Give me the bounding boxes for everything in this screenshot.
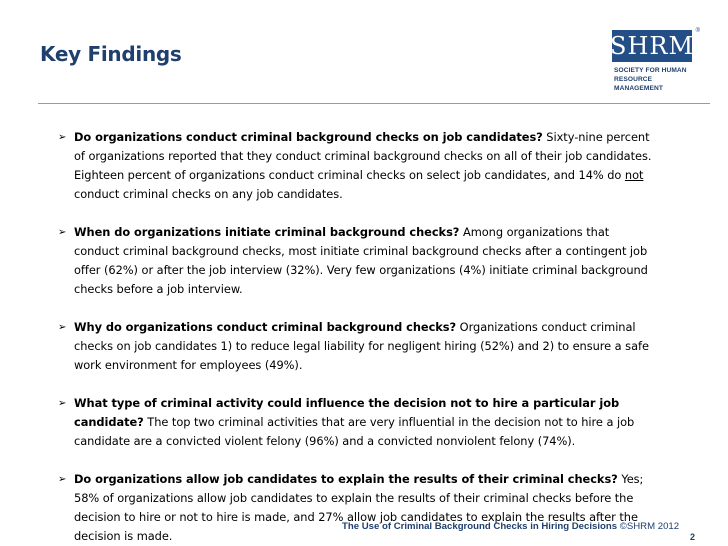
finding-answer: Sixty-nine percent of organizations reported that they conduct criminal background checks on all of their job candidates. Eighteen percent of organizations conduct criminal checks on select job candidates, and 14% do — [74, 130, 652, 182]
finding-question: What type of criminal activity could influence the decision not to hire a particular job candidate? — [74, 396, 620, 429]
finding-question: Why do organizations conduct criminal background checks? — [74, 320, 457, 334]
page-title: Key Findings — [40, 42, 182, 66]
finding-item — [58, 318, 658, 375]
finding-item — [58, 223, 658, 299]
finding-question: When do organizations initiate criminal background checks? — [74, 225, 460, 239]
finding-answer-end: conduct criminal checks on any job candidates. — [74, 187, 343, 201]
registered-mark: ® — [695, 28, 700, 34]
footer-title: The Use of Criminal Background Checks in Hiring Decisions — [342, 521, 618, 532]
footer-copyright: ©SHRM 2012 — [617, 521, 680, 532]
finding-answer: Among organizations that conduct criminal background checks, most initiate criminal background checks after a contingent job offer (62%) or after the job interview (32%). Very few organizations (4%) initiate criminal background checks before a job interview. — [74, 225, 648, 296]
finding-item — [58, 128, 658, 204]
arrow-bullet-icon: ➢ — [58, 227, 67, 238]
logo-subtitle-line-2: RESOURCE MANAGEMENT — [614, 76, 663, 92]
footer — [342, 521, 679, 532]
finding-answer: Organizations conduct criminal checks on job candidates 1) to reduce legal liability for negligent hiring (52%) and 2) to ensure a safe work environment for employees (49%). — [74, 320, 649, 372]
finding-answer: The top two criminal activities that are very influential in the decision not to hire a job candidate are a convicted violent felony (96%) and a convicted nonviolent felony (74%). — [74, 415, 635, 448]
arrow-bullet-icon: ➢ — [58, 322, 67, 333]
shrm-logo — [610, 28, 700, 92]
page-number: 2 — [690, 532, 696, 542]
finding-answer: Yes; 58% of organizations allow job candidates to explain the results of their criminal checks before the decision to hire or not to hire is made, and 27% allow job candidates to explain the results after the decision is made. — [74, 472, 644, 543]
finding-question: Do organizations conduct criminal background checks on job candidates? — [74, 130, 543, 144]
finding-item — [58, 470, 658, 546]
finding-item — [58, 394, 658, 451]
finding-question: Do organizations allow job candidates to explain the results of their criminal checks? — [74, 472, 618, 486]
logo-subtitle — [614, 66, 694, 93]
findings-list — [58, 128, 658, 546]
title-divider — [38, 103, 710, 104]
arrow-bullet-icon: ➢ — [58, 132, 67, 143]
logo-mark: SHRM — [610, 32, 695, 60]
finding-answer-emphasis: not — [624, 168, 644, 182]
logo-subtitle-line-1: SOCIETY FOR HUMAN — [614, 67, 687, 74]
arrow-bullet-icon: ➢ — [58, 398, 67, 409]
arrow-bullet-icon: ➢ — [58, 474, 67, 485]
